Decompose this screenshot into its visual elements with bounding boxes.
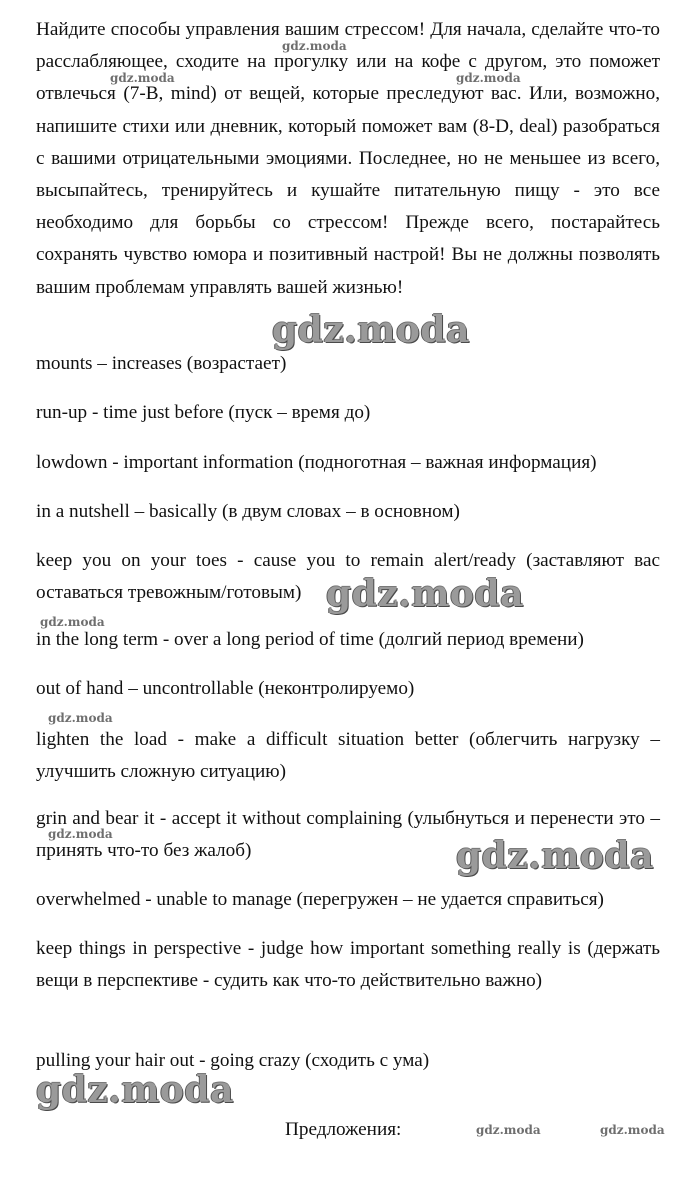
- watermark-small: gdz.moda: [456, 71, 521, 85]
- vocab-item-in-the-long-term: in the long term - over a long period of time (долгий период времени): [36, 629, 584, 650]
- vocab-item-run-up: run-up - time just before (пуск – время до): [36, 402, 371, 423]
- vocab-item-in-a-nutshell: in a nutshell – basically (в двум словах – в основном): [36, 501, 460, 522]
- vocab-item-lighten-the-load: lighten the load - make a difficult situation better (облегчить нагрузку – улучшить сложную ситуацию): [36, 729, 660, 783]
- watermark-small: gdz.moda: [476, 1123, 541, 1137]
- vocab-item-pulling-your-hair-out: pulling your hair out - going crazy (сходить с ума): [36, 1050, 430, 1071]
- vocab-item-grin-and-bear-it: grin and bear it - accept it without complaining (улыбнуться и перенести это – принять что-то без жалоб): [36, 808, 660, 862]
- watermark-small: gdz.moda: [282, 39, 347, 53]
- watermark-large: gdz.moda: [272, 309, 470, 351]
- watermark-small: gdz.moda: [40, 615, 105, 629]
- watermark-small: gdz.moda: [600, 1123, 665, 1137]
- watermark-small: gdz.moda: [110, 71, 175, 85]
- watermark-large: gdz.moda: [456, 835, 654, 877]
- watermark-large: gdz.moda: [326, 573, 524, 615]
- vocab-item-keep-things-in-perspective: keep things in perspective - judge how important something really is (держать вещи в перспективе - судить как что-то действительно важно): [36, 938, 660, 992]
- vocab-item-overwhelmed: overwhelmed - unable to manage (перегружен – не удается справиться): [36, 889, 604, 910]
- watermark-small: gdz.moda: [48, 711, 113, 725]
- vocab-item-keep-you-on-your-toes: keep you on your toes - cause you to remain alert/ready (заставляют вас оставаться тревожным/готовым): [36, 550, 660, 604]
- vocab-item-out-of-hand: out of hand – uncontrollable (неконтролируемо): [36, 678, 415, 699]
- watermark-large: gdz.moda: [36, 1069, 234, 1111]
- sentences-heading: Предложения:: [285, 1119, 402, 1140]
- vocab-item-mounts: mounts – increases (возрастает): [36, 353, 287, 374]
- watermark-small: gdz.moda: [48, 827, 113, 841]
- vocab-item-lowdown: lowdown - important information (подноготная – важная информация): [36, 452, 597, 473]
- intro-paragraph: Найдите способы управления вашим стрессом! Для начала, сделайте что-то расслабляющее, сходите на прогулку или на кофе с другом, это поможет отвлечься (7-B, mind) от вещей, которые преследуют вас. Или, возможно, напишите стихи или дневник, который поможет вам (8-D, deal) разобраться с вашими отрицательными эмоциями. Последнее, но не меньшее из всего, высыпайтесь, тренируйтесь и кушайте питательную пищу - это все необходимо для борьбы со стрессом! Прежде всего, постарайтесь сохранять чувство юмора и позитивный настрой! Вы не должны позволять вашим проблемам управлять вашей жизнью!: [36, 19, 660, 298]
